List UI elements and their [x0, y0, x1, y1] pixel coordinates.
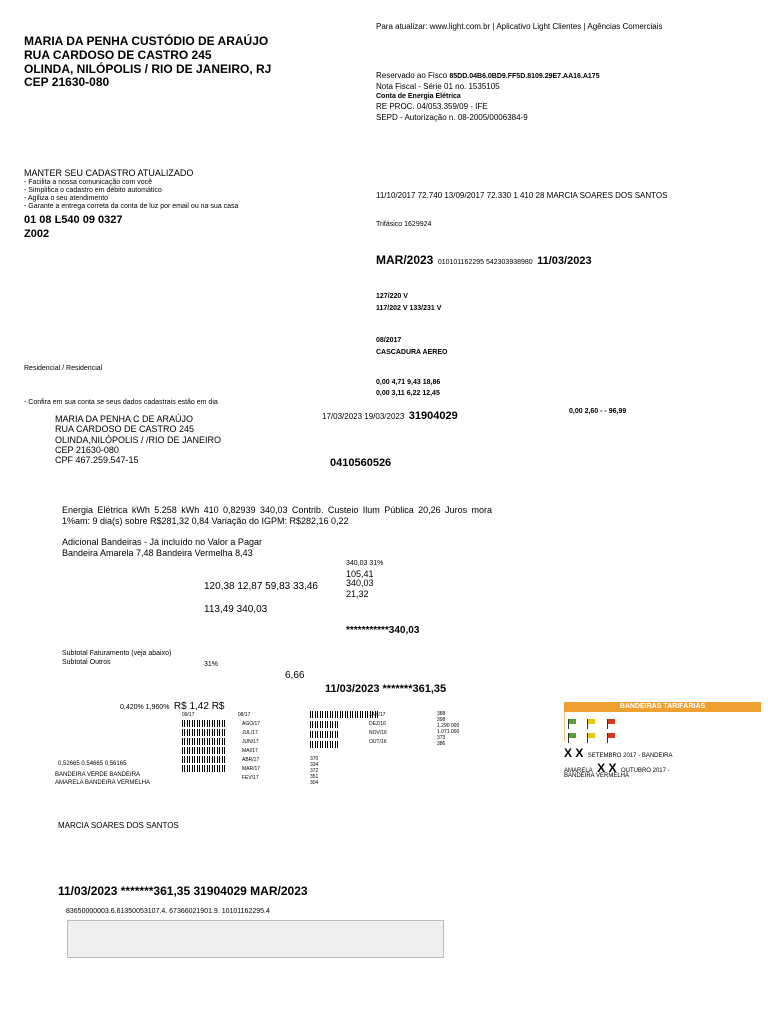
history-month: ABR/17: [242, 757, 260, 763]
confira-note: - Confira em sua conta se seus dados cadastrais estão em dia: [24, 399, 218, 406]
tensao-nominal: 127/220 V: [376, 293, 408, 300]
re-proc: RE PROC. 04/053.359/09 - IFE: [376, 102, 488, 111]
consumption-bar: [182, 738, 226, 745]
consumption-bar: [310, 721, 340, 728]
history-col1-header: [182, 712, 250, 718]
history-value: 334: [310, 762, 319, 768]
tarifas-mark: X X: [597, 761, 617, 775]
mid-values: 120,38 12,87 59,83 33,46: [204, 581, 318, 592]
values-line: 0,00 3,11 6,22 12,45: [376, 390, 440, 397]
history-bars-a: [182, 719, 226, 773]
history-month: JUL/17: [242, 730, 258, 736]
cadastro-list: [24, 179, 238, 211]
history-value: 1.290 000: [437, 723, 460, 729]
history-month: DEZ/16: [369, 721, 386, 727]
history-month: NOV/16: [369, 730, 387, 736]
green-flag-icon: [568, 719, 577, 728]
history-month: JAN/17: [369, 712, 386, 718]
yellow-flag-icon: [587, 733, 596, 742]
tarifas-header: [564, 702, 761, 712]
history-vals-b: [437, 711, 459, 747]
history-value: 388: [437, 711, 446, 717]
tarifas-line3: BANDEIRA VERMELHA: [564, 773, 630, 779]
sepd: SEPD - Autorização n. 08-2005/0006384-9: [376, 113, 528, 122]
tax-amounts: R$ 1,42 R$: [173, 701, 225, 712]
right-value: 105,41: [346, 569, 374, 579]
cadastro-item: - Simplifica o cadastro em débito automático: [24, 187, 162, 195]
history-months-a: [242, 721, 260, 784]
billing-total: ***********340,03: [346, 625, 420, 636]
barcode-digits: 83650000003.6.61350053107.4. 67366021901.9. 10101162295.4: [66, 908, 270, 915]
class-label: Residencial / Residencial: [24, 365, 103, 372]
tarifas-flags: [564, 712, 761, 741]
history-value: 351: [310, 774, 319, 780]
value-666: 6,66: [285, 670, 305, 681]
consumption-bar: [182, 747, 226, 754]
bandeiras-values: Bandeira Amarela 7,48 Bandeira Vermelha 8,43: [62, 548, 253, 558]
flags-legend: BANDEIRA VERDE BANDEIRA AMARELA BANDEIRA VERMELHA: [55, 772, 151, 786]
history-factors: 0,52665 0,54665 0,56165: [58, 761, 127, 767]
fisco-label: [376, 71, 600, 80]
trifasico: Trifásico 1629924: [376, 221, 432, 228]
fisco-code: 85DD.04B6.0BD9.FF5D.8109.29E7.AA16.A175: [449, 73, 600, 80]
client-number: 0410560526: [330, 457, 392, 469]
right-value: 340,03: [346, 578, 374, 588]
tax-rates: 0,420% 1,960%: [120, 704, 170, 711]
consumption-bar: [310, 731, 340, 738]
fisco-label-text: Reservado ao Fisco: [376, 71, 448, 80]
reading-line: 11/10/2017 72.740 13/09/2017 72.330 1 410 28 MARCIA SOARES DOS SANTOS: [376, 191, 668, 200]
history-value: 370: [310, 756, 319, 762]
consumption-bar: [182, 729, 226, 736]
install-date: 08/2017: [376, 337, 402, 344]
subtotal-outros: Subtotal Outros: [62, 659, 111, 666]
mid-values: 113,49 340,03: [204, 604, 268, 615]
tarifas-text: SETEMBRO 2017 - BANDEIRA: [587, 753, 673, 759]
reading-dates-row: [322, 406, 458, 424]
history-month: OUT/16: [369, 739, 387, 745]
tarifas-box: [564, 702, 761, 740]
customer-line: OLINDA,NILÓPOLIS / /RIO DE JANEIRO: [55, 434, 222, 445]
history-value: 372: [310, 768, 319, 774]
customer-line: MARIA DA PENHA C DE ARAÚJO: [55, 414, 194, 424]
flags-row: [568, 715, 761, 729]
cadastro-item: - Agiliza o seu atendimento: [24, 195, 109, 203]
history-month: 09/17: [182, 712, 195, 718]
right-value: 21,32: [346, 589, 369, 599]
address-line: RUA CARDOSO DE CASTRO 245: [24, 47, 212, 62]
reading-dates: 17/03/2023 19/03/2023: [322, 412, 405, 421]
history-value: 373: [437, 735, 446, 741]
tarifas-text: AMARELA: [564, 768, 593, 774]
subtotal-faturamento: Subtotal Faturamento (veja abaixo): [62, 650, 172, 657]
history-month: 08/17: [237, 712, 251, 718]
cadastro-title: MANTER SEU CADASTRO ATUALIZADO: [24, 168, 194, 178]
consumption-bar: [310, 741, 340, 748]
tarifas-mark: X X: [564, 746, 584, 760]
ref-due: 11/03/2023: [537, 255, 592, 267]
cadastro-item: - Garante a entrega correta da conta de luz por email ou na sua casa: [24, 203, 239, 211]
history-month: MAI/17: [242, 748, 258, 754]
right-value: 340,03 31%: [346, 560, 384, 567]
due-total: 11/03/2023 *******361,35: [325, 683, 447, 695]
signature-name: MARCIA SOARES DOS SANTOS: [58, 821, 179, 830]
update-info: Para atualizar: www.light.com.br | Aplicativo Light Clientes | Agências Comerciais: [376, 22, 663, 31]
billing-description: Energia Elétrica kWh 5.258 kWh 410 0,82939 340,03 Contrib. Custeio Ilum Pública 20,26 Juros mora 1%am: 9 dia(s) sobre R$281,32 0,84 Variação do IGPM: R$282,16 0,22: [62, 505, 492, 527]
flags-row: [568, 729, 761, 741]
customer-line: CEP 21630-080: [55, 445, 119, 456]
cadastro-item: - Facilita a nossa comunicação com você: [24, 179, 152, 186]
tensao-limits: 117/202 V 133/231 V: [376, 305, 442, 312]
recipient-address: [24, 35, 271, 90]
customer-line: CPF 467.259.547-15: [55, 455, 139, 466]
cadastro-code: 01 08 L540 09 0327: [24, 214, 123, 226]
history-month: AGO/17: [242, 721, 261, 727]
tarifas-title: BANDEIRAS TARIFÁRIAS: [619, 703, 706, 710]
nota-fiscal: Nota Fiscal - Série 01 no. 1535105: [376, 82, 500, 91]
address-line: CEP 21630-080: [24, 75, 110, 90]
consumption-bar: [182, 756, 226, 763]
address-line: OLINDA, NILÓPOLIS / RIO DE JANEIRO, RJ: [24, 61, 272, 76]
green-flag-icon: [568, 733, 577, 742]
address-line: MARIA DA PENHA CUSTÓDIO DE ARAÚJO: [24, 34, 269, 48]
history-value: 386: [437, 741, 446, 747]
bandeiras-title: Adicional Bandeiras - Já incluído no Valor a Pagar: [62, 537, 262, 547]
installation-number: 31904029: [408, 410, 458, 422]
tarifas-text: OUTUBRO 2017 -: [620, 768, 670, 774]
history-value: 304: [310, 780, 319, 786]
history-month: FEV/17: [242, 775, 259, 781]
history-month: JUN/17: [242, 739, 259, 745]
ref-codes: 010101162295 542303938980: [437, 259, 533, 266]
history-months-b: [369, 712, 387, 748]
customer-address: [55, 414, 221, 466]
consumption-bar: [182, 765, 226, 772]
install-type: CASCADURA AEREO: [376, 349, 448, 356]
consumption-bar: [182, 720, 226, 727]
history-vals-a: [310, 756, 318, 786]
values-line: 0,00 4,71 9,43 18,86: [376, 379, 441, 386]
history-month: MAR/17: [242, 766, 261, 772]
subtotal-pct: 31%: [204, 661, 219, 668]
ref-month: MAR/2023: [376, 253, 434, 267]
values-line: 0,00 2,60 - - 96,99: [569, 408, 627, 415]
red-flag-icon: [607, 733, 616, 742]
customer-line: RUA CARDOSO DE CASTRO 245: [55, 424, 195, 435]
conta-label: Conta de Energia Elétrica: [376, 93, 461, 100]
yellow-flag-icon: [587, 719, 596, 728]
red-flag-icon: [607, 719, 616, 728]
reference-row: [376, 251, 592, 269]
cadastro-zone: Z002: [24, 228, 50, 240]
history-value: 398: [437, 717, 446, 723]
barcode-area: [67, 920, 444, 958]
footer-summary: 11/03/2023 *******361,35 31904029 MAR/2023: [58, 884, 308, 898]
history-value: 1.071 000: [437, 729, 460, 735]
